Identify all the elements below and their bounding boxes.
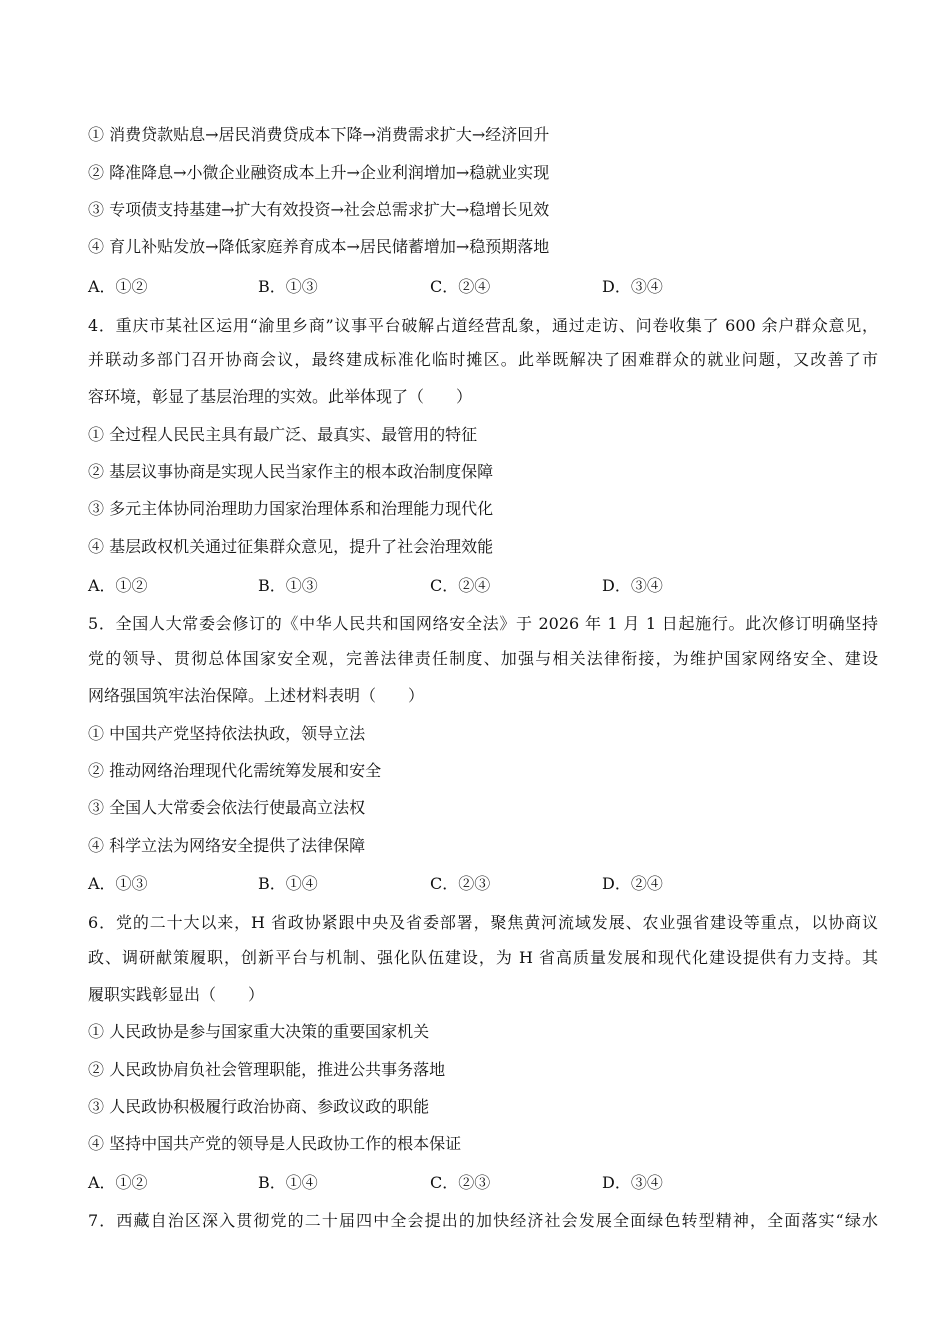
q3-choice-c: C．②④ bbox=[430, 277, 491, 296]
q4-item-3: ③ 多元主体协同治理助力国家治理体系和治理能力现代化 bbox=[88, 499, 494, 518]
q4-choice-d: D．③④ bbox=[602, 576, 663, 595]
q3-item-2: ② 降准降息→小微企业融资成本上升→企业利润增加→稳就业实现 bbox=[88, 163, 550, 182]
q5-choice-b: B．①④ bbox=[258, 874, 318, 893]
q4-item-1: ① 全过程人民民主具有最广泛、最真实、最管用的特征 bbox=[88, 425, 478, 444]
q3-choice-a: A．①② bbox=[88, 277, 148, 296]
q5-stem-line-2: 党的领导、贯彻总体国家安全观，完善法律责任制度、加强与相关法律衔接，为维护国家网络安全、建设 bbox=[88, 649, 878, 668]
q3-choice-d: D．③④ bbox=[602, 277, 663, 296]
q3-item-4: ④ 育儿补贴发放→降低家庭养育成本→居民储蓄增加→稳预期落地 bbox=[88, 237, 550, 256]
q4-choice-c: C．②④ bbox=[430, 576, 491, 595]
q6-choice-c: C．②③ bbox=[430, 1173, 491, 1192]
q6-stem-line-1: 6．党的二十大以来，H 省政协紧跟中央及省委部署，聚焦黄河流域发展、农业强省建设等重点，以协商议 bbox=[88, 913, 878, 932]
q4-item-4: ④ 基层政权机关通过征集群众意见，提升了社会治理效能 bbox=[88, 537, 494, 556]
q4-choice-b: B．①③ bbox=[258, 576, 318, 595]
q5-choice-d: D．②④ bbox=[602, 874, 663, 893]
q5-item-2: ② 推动网络治理现代化需统筹发展和安全 bbox=[88, 761, 382, 780]
q4-stem-line-1: 4．重庆市某社区运用“渝里乡商”议事平台破解占道经营乱象，通过走访、问卷收集了 600 余户群众意见， bbox=[88, 316, 878, 335]
q6-choice-a: A．①② bbox=[88, 1173, 148, 1192]
q4-stem-line-3: 容环境，彰显了基层治理的实效。此举体现了（ ） bbox=[88, 387, 473, 406]
q5-item-4: ④ 科学立法为网络安全提供了法律保障 bbox=[88, 836, 366, 855]
q4-item-2: ② 基层议事协商是实现人民当家作主的根本政治制度保障 bbox=[88, 462, 494, 481]
q6-stem-line-2: 政、调研献策履职，创新平台与机制、强化队伍建设，为 H 省高质量发展和现代化建设提供有力支持。其 bbox=[88, 948, 878, 967]
q4-choice-a: A．①② bbox=[88, 576, 148, 595]
q4-stem-line-2: 并联动多部门召开协商会议，最终建成标准化临时摊区。此举既解决了困难群众的就业问题，又改善了市 bbox=[88, 350, 878, 369]
q6-stem-line-3: 履职实践彰显出（ ） bbox=[88, 985, 265, 1004]
q5-choice-a: A．①③ bbox=[88, 874, 148, 893]
q6-item-2: ② 人民政协肩负社会管理职能，推进公共事务落地 bbox=[88, 1060, 446, 1079]
q5-item-1: ① 中国共产党坚持依法执政，领导立法 bbox=[88, 724, 366, 743]
q5-item-3: ③ 全国人大常委会依法行使最高立法权 bbox=[88, 798, 366, 817]
q5-stem-line-3: 网络强国筑牢法治保障。上述材料表明（ ） bbox=[88, 686, 425, 705]
q6-item-4: ④ 坚持中国共产党的领导是人民政协工作的根本保证 bbox=[88, 1134, 462, 1153]
q3-item-1: ① 消费贷款贴息→居民消费贷成本下降→消费需求扩大→经济回升 bbox=[88, 125, 550, 144]
q6-choice-d: D．③④ bbox=[602, 1173, 663, 1192]
q6-choice-b: B．①④ bbox=[258, 1173, 318, 1192]
q3-choice-b: B．①③ bbox=[258, 277, 318, 296]
q5-choice-c: C．②③ bbox=[430, 874, 491, 893]
q6-item-1: ① 人民政协是参与国家重大决策的重要国家机关 bbox=[88, 1022, 430, 1041]
q7-stem-line-1: 7．西藏自治区深入贯彻党的二十届四中全会提出的加快经济社会发展全面绿色转型精神，全面落实“绿水 bbox=[88, 1211, 878, 1230]
q6-item-3: ③ 人民政协积极履行政治协商、参政议政的职能 bbox=[88, 1097, 430, 1116]
q5-stem-line-1: 5．全国人大常委会修订的《中华人民共和国网络安全法》于 2026 年 1 月 1 日起施行。此次修订明确坚持 bbox=[88, 614, 878, 633]
q3-item-3: ③ 专项债支持基建→扩大有效投资→社会总需求扩大→稳增长见效 bbox=[88, 200, 550, 219]
